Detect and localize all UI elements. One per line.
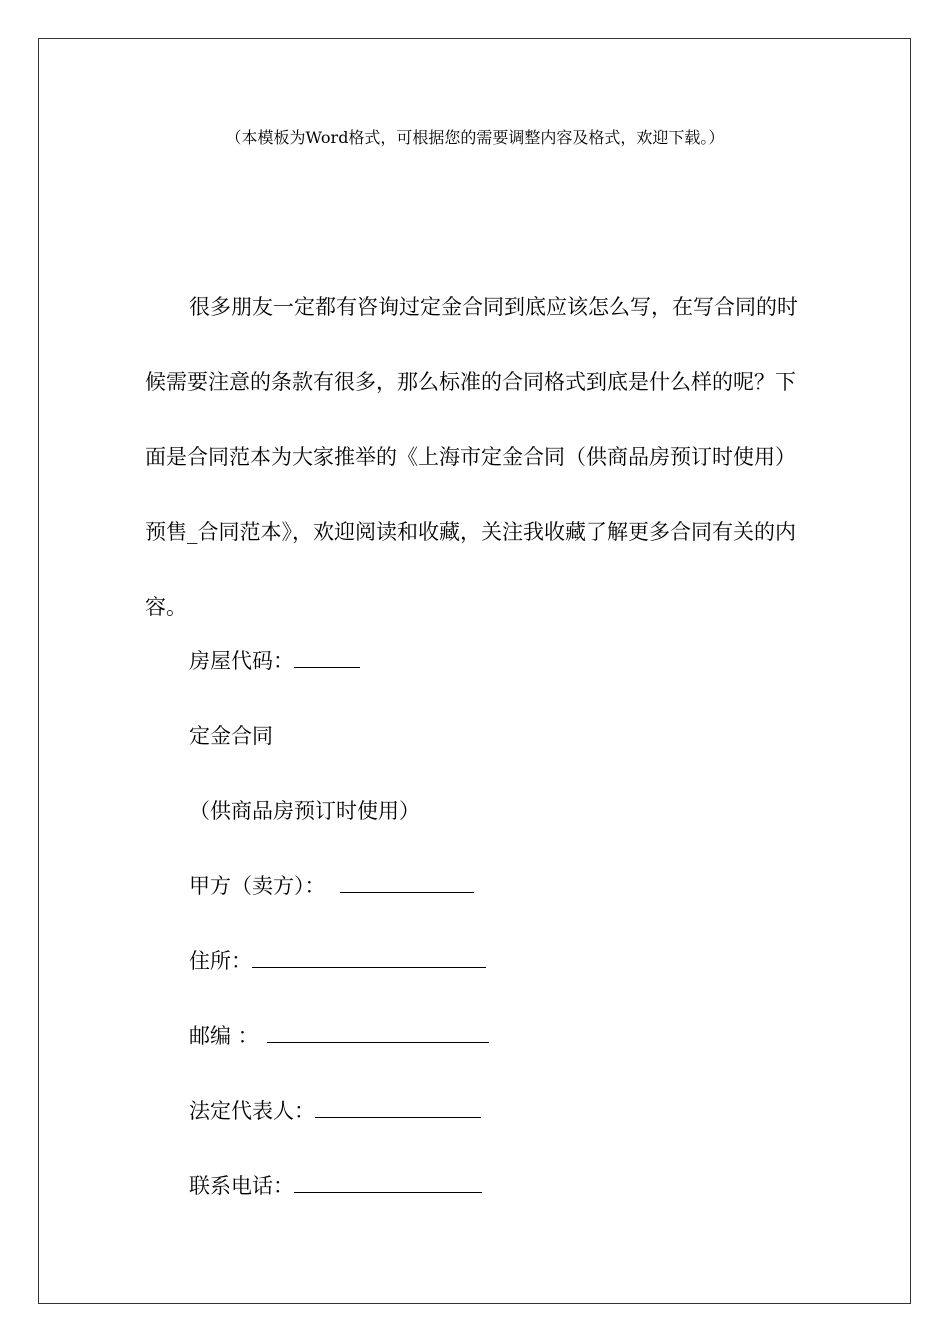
house-code-label: 房屋代码： [189, 649, 294, 673]
contract-subtitle: （供商品房预订时使用） [189, 799, 420, 823]
house-code-row [189, 646, 360, 676]
contract-title: 定金合同 [189, 724, 273, 748]
phone-blank[interactable] [294, 1174, 482, 1193]
address-blank[interactable] [252, 949, 486, 968]
legal-rep-label: 法定代表人： [189, 1099, 315, 1123]
postcode-row [189, 1021, 489, 1051]
intro-paragraph: 很多朋友一定都有咨询过定金合同到底应该怎么写，在写合同的时候需要注意的条款有很多，那么标准的合同格式到底是什么样的呢？下面是合同范本为大家推举的《上海市定金合同（供商品房预订时使用）预售_合同范本》，欢迎阅读和收藏，关注我收藏了解更多合同有关的内容。 [145, 295, 798, 619]
party-a-label: 甲方（卖方）： [189, 874, 326, 898]
phone-row [189, 1171, 482, 1201]
postcode-blank[interactable] [267, 1024, 489, 1043]
phone-label: 联系电话： [189, 1174, 294, 1198]
party-a-row [189, 871, 474, 901]
address-label: 住所： [189, 949, 252, 973]
template-note: （本模板为Word格式，可根据您的需要调整内容及格式，欢迎下载。） [225, 128, 725, 147]
legal-rep-blank[interactable] [315, 1099, 481, 1118]
legal-rep-row [189, 1096, 481, 1126]
postcode-label: 邮编 ： [189, 1024, 259, 1048]
house-code-blank[interactable] [294, 649, 360, 668]
address-row [189, 946, 486, 976]
party-a-blank[interactable] [340, 874, 474, 893]
